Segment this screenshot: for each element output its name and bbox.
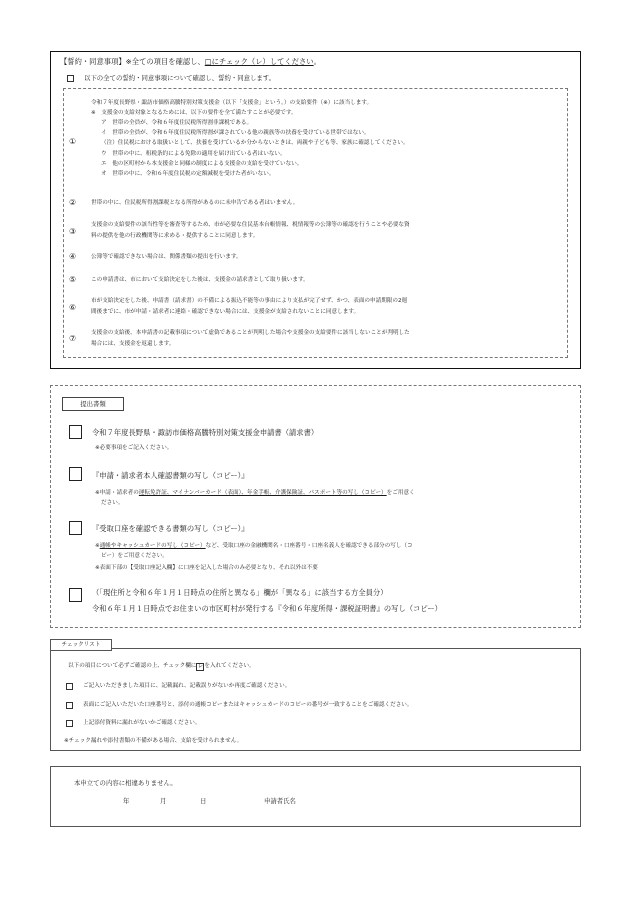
declaration-year-label: 年	[123, 797, 130, 805]
checklist-item-1-label: ご記入いただきました項目に、記載漏れ、記載誤りがないか再度ご確認ください。	[83, 683, 291, 689]
doc2-note-line2: ださい。	[101, 500, 124, 506]
all-agree-checkbox[interactable]	[67, 75, 74, 82]
pledge-item-3-line: 支援金の支給要件の該当性等を審査等するため、市が必要な住民基本台帳情報、税情報等の公簿等の確認を行うことや必要な資	[91, 222, 410, 228]
declaration-applicant-label: 申請者氏名	[264, 797, 296, 805]
doc1-title: 令和７年度長野県・諏訪市価格高騰特別対策支援金申請書（請求書）	[92, 428, 319, 437]
declaration-statement: 本申立ての内容に相違ありません。	[74, 779, 177, 787]
doc2-note-prefix: ※申請・請求者の	[95, 490, 139, 496]
pledge-item-6-line: 市が支給決定をした後、申請書（請求書）の不備による振込不能等の事由により支払が完了せず、かつ、表面の申請期限の2週	[91, 298, 408, 304]
checklist-item-2-checkbox[interactable]	[66, 702, 73, 709]
pledge-item-5-number: ⑤	[69, 275, 77, 284]
doc1-checkbox[interactable]	[69, 425, 82, 439]
doc3-note-a-rest: など、受取口座の金融機関名・口座番号・口座名義人を確認できる部分の写し（コ	[205, 543, 413, 549]
checklist-item-3-checkbox[interactable]	[66, 720, 73, 727]
pledge-item-2-line: 世帯の中に、住民税所得割課税となる所得があるのに未申告である者はいません。	[91, 200, 299, 206]
doc3-title: 『受取口座を確認できる書類の写し（コピー）』	[92, 524, 249, 533]
checklist-intro-b: を入れてください。	[204, 663, 255, 669]
pledge-item-3-line: 料の提供を他の行政機関等に求める・提供することに同意します。	[91, 233, 259, 239]
declaration-day-label: 日	[200, 797, 207, 805]
check-mark-icon: レ	[197, 663, 204, 670]
pledge-header	[60, 57, 321, 66]
documents-title: 提出書類	[62, 397, 124, 411]
pledge-item-1-line: オ 世帯の中に、令和６年度住民税の定額減税を受けた者がいない。	[101, 171, 275, 177]
pledge-header-instruction-a: ※全ての項目を確認し、	[125, 57, 205, 66]
doc4-checkbox[interactable]	[69, 588, 82, 602]
doc3-note-a-underlined: 通帳やキャッシュカードの写し（コピー）	[99, 543, 206, 549]
pledge-item-4-line: 公簿等で確認できない場合は、関係書類の提出を行います。	[91, 254, 242, 260]
doc4-line1: （「現住所と令和６年１月１日時点の住所と異なる」欄が「異なる」に該当する方全員分）	[92, 588, 388, 597]
pledge-item-6-line: 間後までに、市が申請・請求者に連絡・確認できない場合には、支援金が支給されないことに同意します。	[91, 309, 360, 315]
checklist-item-2-label: 表面にご記入いただいた口座番号と、添付の通帳コピーまたはキャッシュカードのコピーの番号が一致することをご確認ください。	[83, 702, 413, 708]
pledge-item-6-number: ⑥	[69, 303, 77, 312]
doc2-note	[95, 490, 415, 497]
doc3-note-a-line2: ピー）をご用意ください。	[101, 553, 168, 559]
pledge-header-prefix: 【誓約・同意事項】	[60, 57, 126, 66]
pledge-header-instruction-b: □にチェック（レ）してください	[204, 57, 314, 66]
doc3-note-a-mark: ※	[95, 543, 100, 549]
pledge-item-1-number: ①	[69, 137, 77, 146]
checklist-intro	[68, 663, 255, 671]
pledge-item-1-line: ア 世帯の全員が、令和６年度住民税所得割非課税である。	[101, 120, 253, 126]
pledge-item-4-number: ④	[69, 252, 77, 261]
pledge-item-2-number: ②	[69, 198, 77, 207]
pledge-item-1-line: ウ 世帯の中に、租税条約による免除の適用を届け出ている者はいない。	[101, 151, 286, 157]
all-agree-label: 以下の全ての誓約・同意事項について確認し、誓約・同意します。	[84, 74, 276, 82]
doc2-title: 『申請・請求者本人確認書類の写し（コピー）』	[92, 471, 249, 480]
pledge-item-1-line: イ 世帯の全員が、令和６年度住民税所得割が課されている他の親族等の扶養を受けている世帯ではない。	[101, 130, 370, 136]
pledge-item-3-number: ③	[69, 227, 77, 236]
doc1-note: ※必要事項をご記入ください。	[95, 445, 173, 451]
pledge-item-1-line: （注）住民税における取扱いとして、扶養を受けているか分からないときは、両親や子ども等、家族に確認してください。	[101, 140, 409, 146]
doc4-line2: 令和６年１月１日時点でお住まいの市区町村が発行する『令和６年度所得・課税証明書』の写し（コピー）	[92, 604, 442, 613]
declaration-month-label: 月	[160, 797, 167, 805]
checklist-footnote: ※チェック漏れや添付書類の不備がある場合、支給を受けられません。	[64, 738, 243, 744]
doc3-note-a	[95, 543, 413, 550]
pledge-item-1-line: 令和７年度長野県・諏訪市価格高騰特別対策支援金（以下「支援金」という。）の支給要件（※）に該当します。	[91, 100, 373, 106]
doc2-checkbox[interactable]	[69, 467, 82, 481]
pledge-header-instruction-c: 。	[313, 57, 321, 66]
pledge-item-5-line: この申請書は、市において支給決定をした後は、支援金の請求書として取り扱います。	[91, 277, 309, 283]
doc2-note-ids: 運転免許証、マイナンバーカード（表面）、年金手帳、介護保険証、パスポート等の写し（コピー）	[138, 490, 387, 496]
checklist-item-1-checkbox[interactable]	[66, 683, 73, 690]
pledge-item-7-line: 支援金の支給後、本申請書の記載事項について虚偽であることが判明した場合や支援金の支給要件に該当しないことが判明した	[91, 330, 410, 336]
pledge-item-7-line: 場合には、支援金を返還します。	[91, 341, 175, 347]
declaration-section	[50, 766, 581, 827]
pledge-item-1-line: ※ 支援金の支給対象となるためには、以下の要件を全て満たすことが必要です。	[91, 110, 297, 116]
doc3-note-b: ※表面下部の【受取口座記入欄】に口座を記入した場合のみ必要となり、それ以外は不要	[95, 565, 318, 571]
pledge-item-1-line: エ 他の区町村から本支援金と同様の制度による支援金の支給を受けていない。	[101, 161, 303, 167]
checklist-item-3-label: 上記添付資料に漏れがないかご確認ください。	[83, 720, 201, 726]
pledge-item-7-number: ⑦	[69, 334, 77, 343]
doc3-checkbox[interactable]	[69, 521, 82, 535]
checklist-title: チェックリスト	[50, 639, 112, 651]
doc2-note-suffix: をご用意く	[386, 490, 415, 496]
checklist-intro-a: 以下の項目について必ずご確認の上、チェック欄に	[68, 663, 197, 669]
